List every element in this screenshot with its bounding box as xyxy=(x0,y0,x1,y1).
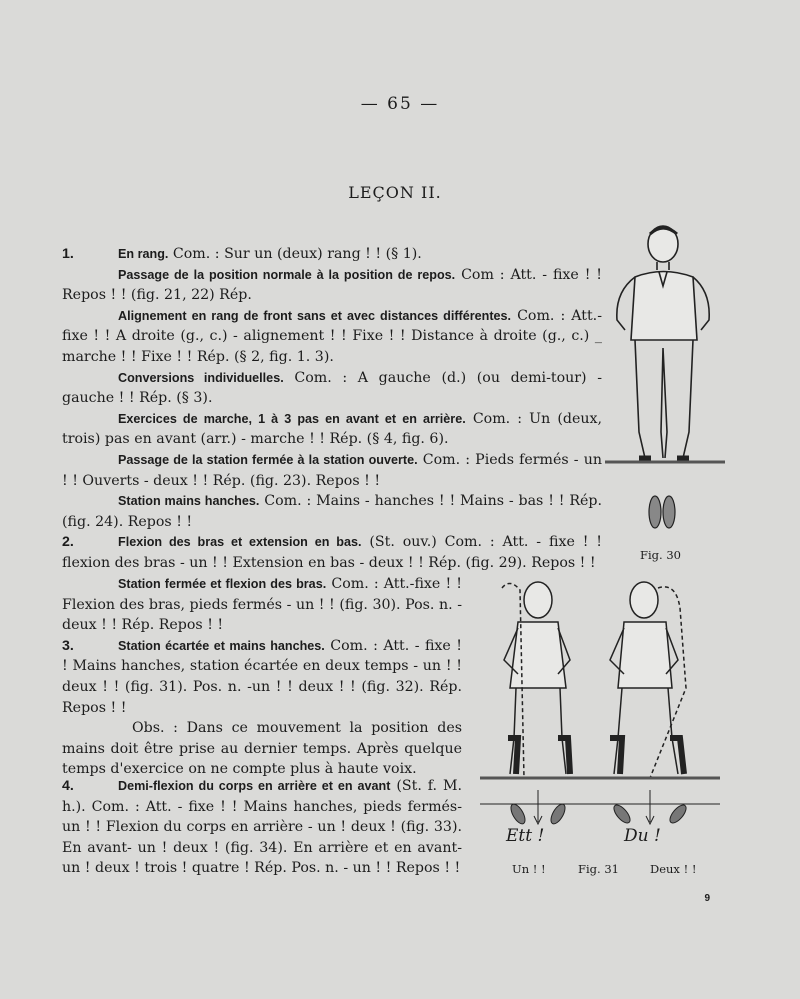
num: 1. xyxy=(62,246,74,262)
figure-31-right-caption: Deux ! ! xyxy=(650,862,697,876)
paragraph-9 xyxy=(62,574,462,636)
heading: Passage de la station fermée à la station ouverte. xyxy=(118,452,418,467)
paragraph-3 xyxy=(62,306,602,368)
figure-31-caption: Fig. 31 xyxy=(578,862,619,876)
body: (St. f. M. h.). Com. : Att. - fixe ! ! Mains hanches, pieds fermés- un ! ! Flexion du corps en arrière - un ! deux ! (fig. 33). En avant- un ! deux ! (fig. 34). En arrière et en avant- un ! deux ! trois ! quatre ! Rép. Pos. n. - un ! ! Repos ! ! xyxy=(62,778,463,877)
paragraph-10 xyxy=(62,636,462,718)
paragraph-1 xyxy=(62,244,602,265)
body: (St. ouv.) Com. : Att. - fixe ! ! flexion des bras - un ! ! Extension en bas - deux ! ! Rép. (fig. 29). Repos ! ! xyxy=(62,534,602,571)
paragraph-7 xyxy=(62,491,602,532)
body: Com. : Att. - fixe ! ! Mains hanches, station écartée en deux temps - un ! ! deux ! ! (fig. 31). Pos. n. -un ! ! deux ! ! (fig. 32). Rép. Repos ! ! xyxy=(62,637,462,716)
body: Com. : Mains - hanches ! ! Mains - bas ! ! Rép. (fig. 24). Repos ! ! xyxy=(62,493,602,530)
num: 4. xyxy=(62,778,74,794)
heading: Exercices de marche, 1 à 3 pas en avant et en arrière. xyxy=(118,411,466,426)
signature-right: Du ! xyxy=(624,826,661,846)
num: 3. xyxy=(62,637,74,654)
heading: Alignement en rang de front sans et avec distances différentes. xyxy=(118,308,512,323)
figure-30-illustration xyxy=(605,222,725,552)
body: Com. : Pieds fermés - un ! ! Ouverts - deux ! ! Rép. (fig. 23). Repos ! ! xyxy=(62,451,602,489)
text-block-top xyxy=(62,244,602,574)
heading: Passage de la position normale à la position de repos. xyxy=(118,267,456,282)
paragraph-4 xyxy=(62,368,602,409)
observation: Obs. : Dans ce mouvement la position des mains doit être prise au dernier temps. Après quelque temps d'exercice on ne compte plus à haute voix. xyxy=(62,720,462,778)
lesson-title: LEÇON II. xyxy=(348,183,442,202)
paragraph-6 xyxy=(62,450,602,491)
heading: Flexion des bras et extension en bas. xyxy=(118,535,362,550)
figure-31-illustration xyxy=(480,578,720,848)
text-block-bottom xyxy=(62,776,462,879)
heading: Station écartée et mains hanches. xyxy=(118,638,325,653)
paragraph-5 xyxy=(62,409,602,450)
figure-30-caption: Fig. 30 xyxy=(640,548,681,562)
signature-left: Ett ! xyxy=(506,826,545,846)
paragraph-11 xyxy=(62,776,462,879)
text-block-mid xyxy=(62,574,462,780)
heading: Station mains hanches. xyxy=(118,494,260,509)
body: Com. : Att.-fixe ! ! Flexion des bras, pieds fermés - un ! ! (fig. 30). Pos. n. - deux ! ! Rép. Repos ! ! xyxy=(62,576,462,634)
heading: Demi-flexion du corps en arrière et en avant xyxy=(118,779,391,793)
body: Com. : Un (deux, trois) pas en avant (arr.) - marche ! ! Rép. (§ 4, fig. 6). xyxy=(62,410,603,448)
paragraph-8 xyxy=(62,532,602,573)
figure-31-left-caption: Un ! ! xyxy=(512,862,546,876)
body: Com. : A gauche (d.) (ou demi-tour) - gauche ! ! Rép. (§ 3). xyxy=(62,369,602,407)
heading: Station fermée et flexion des bras. xyxy=(118,577,327,591)
heading: En rang. xyxy=(118,247,169,261)
body: Com. : Sur un (deux) rang ! ! (§ 1). xyxy=(172,246,422,262)
num: 2. xyxy=(62,534,74,551)
body: Com : Att. - fixe ! ! Repos ! ! (fig. 21, 22) Rép. xyxy=(62,266,603,304)
heading: Conversions individuelles. xyxy=(118,370,284,385)
corner-mark: 9 xyxy=(704,893,710,904)
paragraph-2 xyxy=(62,265,602,306)
page-number: — 65 — xyxy=(360,94,440,114)
body: Com. : Att.- fixe ! ! A droite (g., c.) - alignement ! ! Fixe ! ! Distance à droite (g., c.) _ marche ! ! Fixe ! ! Rép. (§ 2, fig. 1. 3). xyxy=(62,307,602,365)
